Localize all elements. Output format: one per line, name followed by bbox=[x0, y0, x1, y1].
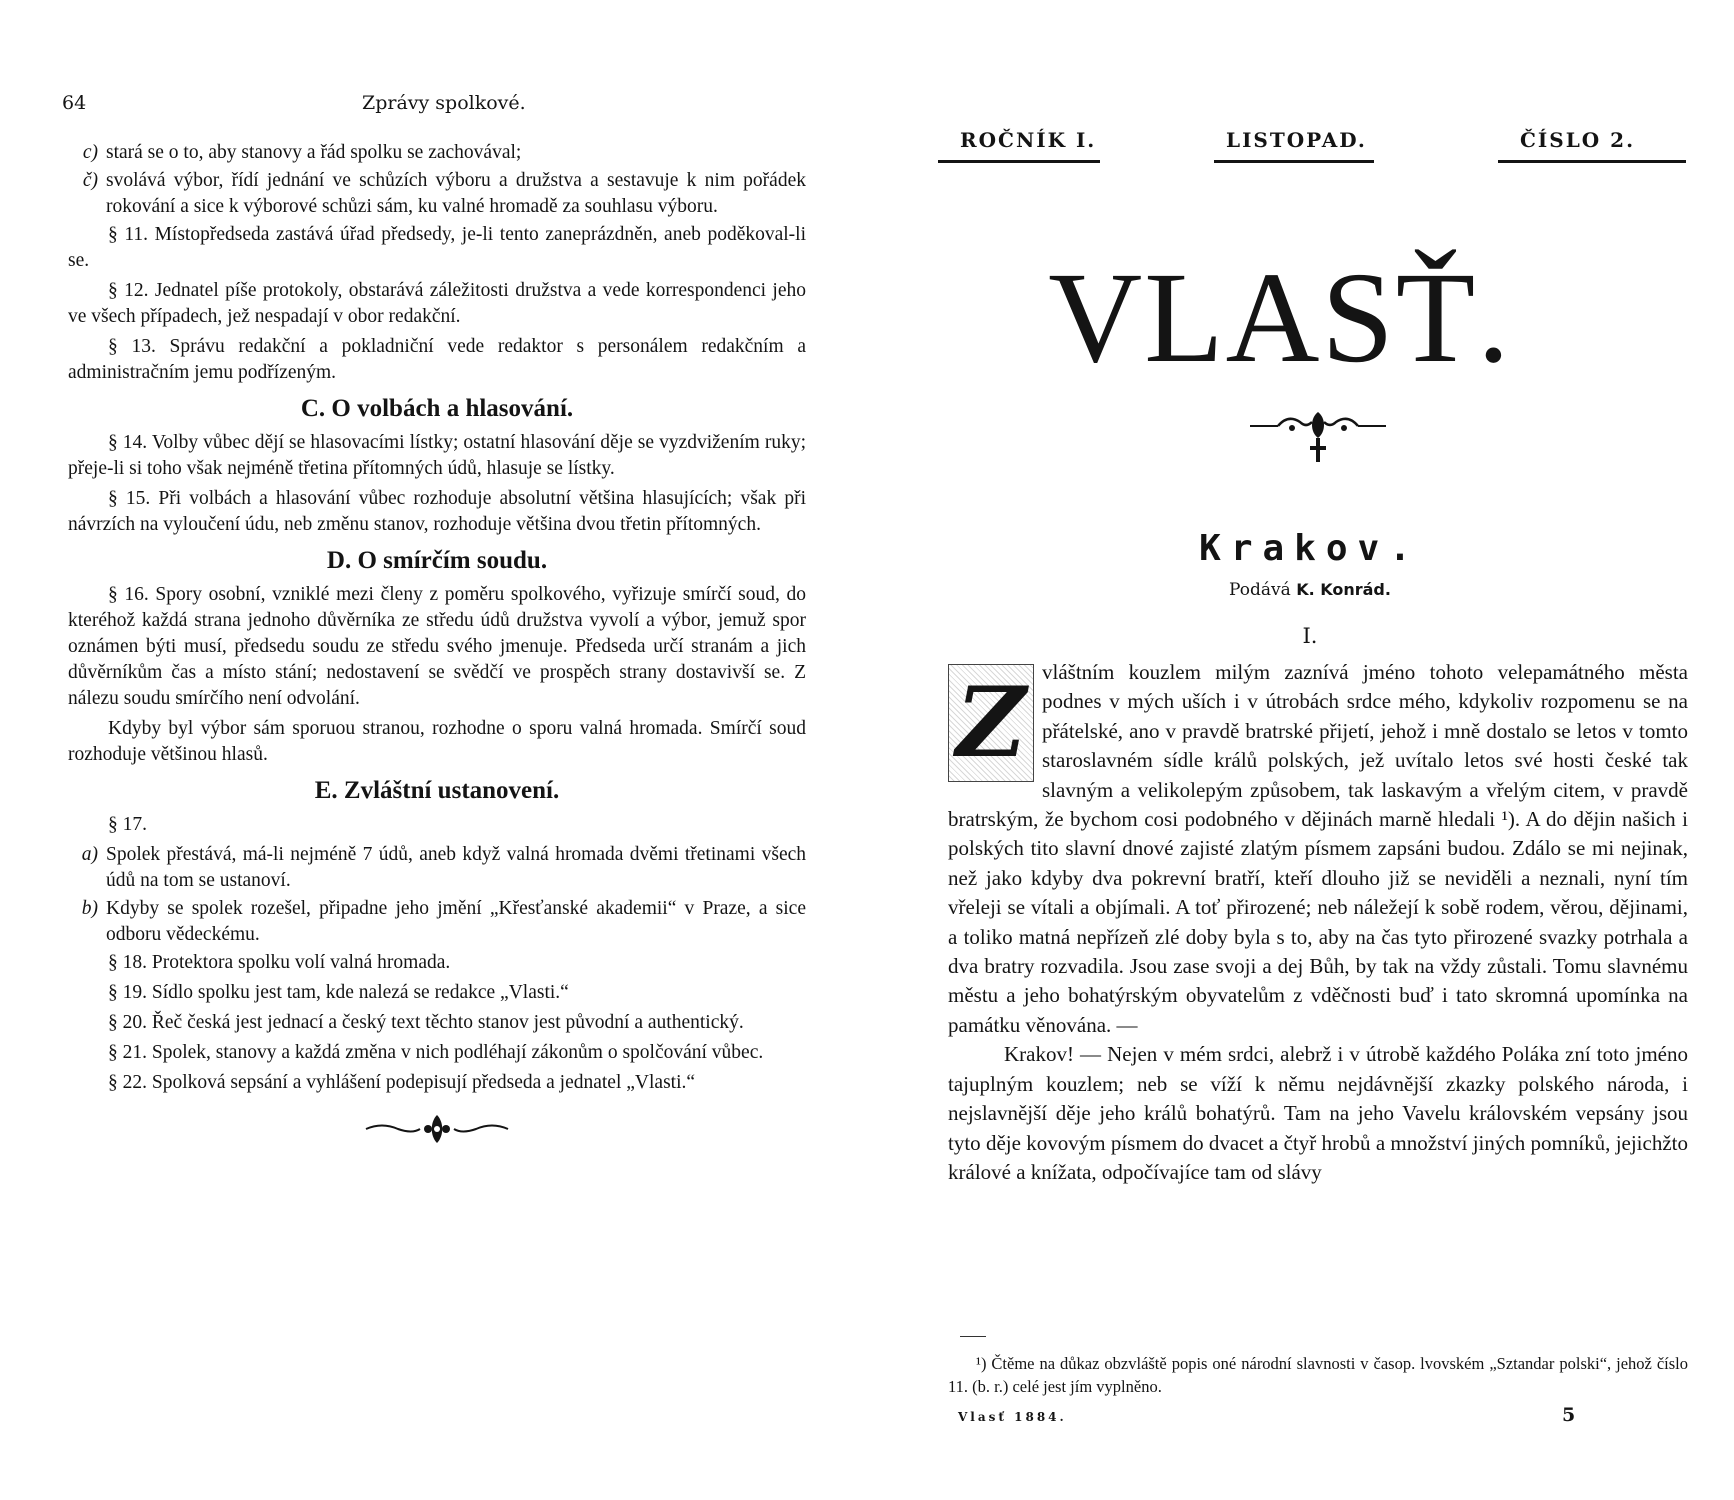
paragraph-16: § 16. Spory osobní, vzniklé mezi členy z poměru spolkového, vyřizuje smírčí soud, do kteréhož každá strana jednoho důvěrníka ze středu údů družstva vyvolí a výbor, jemuž spor oznámen býti musí, předsedu soudu ze středu svého jmenuje. Předseda určí stranám a jich důvěrníkům čas a místo stání; nedostavení se svědčí ve prospěch strany dostavivší se. Z nálezu soudu smírčího není odvolání. bbox=[68, 584, 806, 709]
section-number: I. bbox=[1302, 624, 1318, 648]
byline-prefix: Podává bbox=[1229, 580, 1291, 600]
item-label: c) bbox=[82, 142, 98, 163]
item-label: č) bbox=[82, 170, 98, 191]
end-ornament-icon bbox=[362, 1112, 512, 1146]
byline-author: K. Konrád. bbox=[1296, 580, 1391, 599]
footnote bbox=[948, 1352, 1688, 1398]
item-text: Kdyby se spolek rozešel, připadne jeho jmění „Křesťanské akademii“ v Praze, a sice odboru vědeckému. bbox=[106, 898, 806, 945]
masthead-rule bbox=[1498, 160, 1686, 163]
paragraph-18: § 18. Protektora spolku volí valná hromada. bbox=[108, 952, 451, 973]
article-paragraph-2: Krakov! — Nejen v mém srdci, alebrž i v útrobě každého Poláka zní toto jméno tajuplným kouzlem; neb se víží k němu nejdávnější zkazky polského národa, i nejslavnější děje jeho králů bohatýrů. Tam na jeho Vavelu královském vepsány jsou tyto děje kovovým písmem do dvacet a čtyř hrobů a množství jiných pomníků, jejichžto králové a knížata, odpočívajíce tam od slávy bbox=[948, 1042, 1688, 1184]
item-text: Spolek přestává, má-li nejméně 7 údů, aneb když valná hromada dvěmi třetinami všech údů na tom se ustanoví. bbox=[106, 844, 806, 891]
section-heading-d: D. O smírčím soudu. bbox=[326, 547, 548, 574]
paragraph-15: § 15. Při volbách a hlasování vůbec rozhoduje absolutní většina hlasujících; však při návrzích na vyloučení údu, neb změnu stanov, rozhoduje většina dvou třetin přítomných. bbox=[68, 488, 806, 535]
list-item bbox=[68, 140, 806, 166]
journal-title: VLASŤ. bbox=[1048, 246, 1512, 390]
paragraph-13: § 13. Správu redakční a pokladniční vede redaktor s personálem redakčním a administračním jemu podřízeným. bbox=[68, 336, 806, 383]
left-page bbox=[0, 0, 860, 1500]
paragraph-21: § 21. Spolek, stanovy a každá změna v nich podléhají zákonům o spolčování vůbec. bbox=[108, 1042, 764, 1063]
masthead-volume: ROČNÍK I. bbox=[960, 128, 1097, 152]
drop-cap: Z bbox=[948, 664, 1034, 782]
masthead-issue: ČÍSLO 2. bbox=[1520, 128, 1636, 152]
masthead-rule bbox=[1214, 160, 1374, 163]
list-item bbox=[68, 896, 806, 948]
list-item bbox=[68, 842, 806, 894]
item-text: svolává výbor, řídí jednání ve schůzích výboru a družstva a sestavuje k nim pořádek rokování a sice k výborové schůzi sám, ku valné hromadě za souhlasu výboru. bbox=[106, 170, 806, 217]
left-page-body bbox=[68, 140, 806, 1146]
masthead bbox=[938, 128, 1690, 162]
running-title: Zprávy spolkové. bbox=[362, 92, 526, 114]
article-title: Krakov. bbox=[1199, 528, 1421, 569]
item-label: a) bbox=[81, 844, 98, 865]
paragraph-19: § 19. Sídlo spolku jest tam, kde nalezá se redakce „Vlasti.“ bbox=[108, 982, 569, 1003]
section-heading-e: E. Zvláštní ustanovení. bbox=[314, 777, 560, 804]
section-heading-c: C. O volbách a hlasování. bbox=[300, 395, 574, 422]
title-ornament-icon bbox=[1248, 410, 1388, 470]
page-number: 64 bbox=[62, 92, 87, 114]
masthead-rule bbox=[938, 160, 1100, 163]
paragraph-20: § 20. Řeč česká jest jednací a český text těchto stanov jest původní a authentický. bbox=[108, 1012, 744, 1033]
article-paragraph-1: vláštním kouzlem milým zaznívá jméno tohoto velepamátného města podnes v mých uších i v útrobách srdce mého, kdykoliv rozpomenu se na přátelské, ano v pravdě bratrské přijetí, jehož i mně dostalo se letos v tomto staroslavném sídle králů polských, jež uvítalo letos své hosti české tak slavným a velikolepým způsobem, tak laskavým a vřelým citem, v pravdě bratrským, že bychom cosi podobného v dějinách marně hledali ¹). A do dějin našich i polských tito slavní dnové zajisté zlatým písmem zapsáni budou. Zdálo se mi nejinak, než jako kdyby dva pokrevní bratří, kteří dlouho již se neviděli a neznali, nyní tím vřeleji se vítali a objímali. A toť přirozené; neb náležejí k sobě rodem, věrou, dějinami, a toliko matná nepřízeň zlé doby byla s to, aby na čas tyto přirozené svazky potrhala a dva bratry rozvadila. Jsou zase svoji a dej Bůh, by tak na vždy zůstali. Tomu slavnému městu a jeho bohatýrským obyvatelům z vděčnosti buď i tato skromná upomínka na památku věnována. — bbox=[948, 660, 1688, 1037]
paragraph-17: § 17. bbox=[108, 814, 147, 835]
list-item bbox=[68, 168, 806, 220]
paragraph-12: § 12. Jednatel píše protokoly, obstarává záležitosti družstva a vede korrespondenci jeho ve všech případech, jež nespadají v obor redakční. bbox=[68, 280, 806, 327]
item-text: stará se o to, aby stanovy a řád spolku se zachovával; bbox=[106, 142, 522, 163]
paragraph-16b: Kdyby byl výbor sám sporuou stranou, rozhodne o sporu valná hromada. Smírčí soud rozhoduje většinou hlasů. bbox=[68, 718, 806, 765]
article-body bbox=[948, 658, 1688, 1187]
footnote-text: ¹) Čtěme na důkaz obzvláště popis oné národní slavnosti v časop. lvovském „Sztandar polski“, jehož číslo 11. (b. r.) celé jest jím vyplněno. bbox=[948, 1354, 1688, 1396]
paragraph-22: § 22. Spolková sepsání a vyhlášení podepisují předseda a jednatel „Vlasti.“ bbox=[108, 1072, 696, 1093]
paragraph-11: § 11. Místopředseda zastává úřad předsedy, je-li tento zaneprázdněn, aneb poděkoval-li se. bbox=[68, 224, 806, 271]
right-page bbox=[930, 0, 1710, 1500]
byline bbox=[930, 580, 1690, 600]
page-number: 5 bbox=[1562, 1404, 1576, 1426]
item-label: b) bbox=[81, 898, 98, 919]
paragraph-14: § 14. Volby vůbec dějí se hlasovacími lístky; ostatní hlasování děje se vyzdvižením ruky; přeje-li si toho však nejméně třetina přítomných údů, hlasuje se lístky. bbox=[68, 432, 806, 479]
signature-mark: Vlasť 1884. bbox=[958, 1410, 1067, 1424]
footnote-rule bbox=[960, 1336, 986, 1337]
masthead-month: LISTOPAD. bbox=[1226, 128, 1367, 152]
